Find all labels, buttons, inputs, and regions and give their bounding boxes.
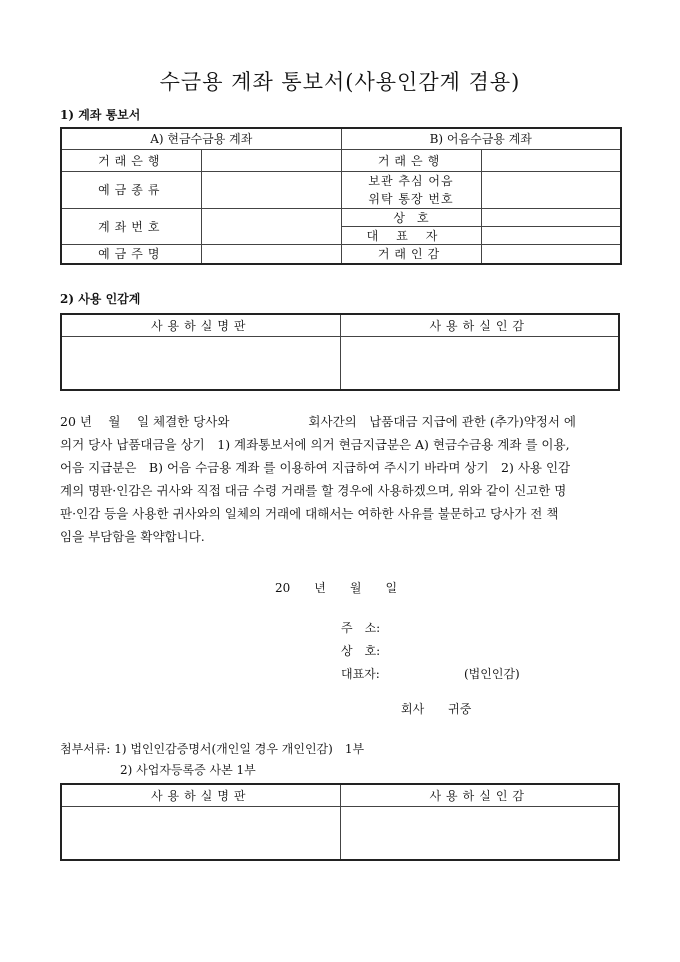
header-nameplate: 사용하실명판 <box>61 314 340 336</box>
paragraph-line: 판·인감 등을 사용한 귀사와의 일체의 거래에 대해서는 여하한 사유를 불문하고 당사가 전 책 <box>60 506 559 521</box>
cell-label: 거래인감 <box>341 244 481 264</box>
attachments-label: 첨부서류: 1) 법인인감증명서(개인일 경우 개인인감) 1부 <box>60 742 365 756</box>
corporate-seal-label: (법인인감) <box>464 667 520 681</box>
nameplate-cell[interactable] <box>61 336 340 390</box>
paragraph-line: 20 년 월 일 체결한 당사와 회사간의 납품대금 지급에 관한 (추가)약정서 에 <box>60 414 576 429</box>
paragraph-line: 어음 지급분은 B) 어음 수금용 계좌 를 이용하여 지급하여 주시기 바라며 상기 2) 사용 인감 <box>60 460 571 475</box>
cell-label: 대표자 <box>341 226 481 244</box>
input-cell[interactable] <box>201 244 341 264</box>
nameplate-cell[interactable] <box>61 806 340 860</box>
agreement-paragraph <box>60 410 626 548</box>
cell-label: 예금주명 <box>61 244 201 264</box>
paragraph-line: 계의 명판·인감은 귀사와 직접 대금 수령 거래를 할 경우에 사용하겠으며, 위와 같이 신고한 명 <box>60 483 567 498</box>
input-cell[interactable] <box>481 244 621 264</box>
company-label: 상 호: <box>341 644 381 658</box>
input-cell[interactable] <box>481 226 621 244</box>
section-heading: 2) 사용 인감계 <box>60 292 141 306</box>
page-title: 수금용 계좌 통보서(사용인감계 겸용) <box>159 70 521 94</box>
cell-label: 거래은행 <box>341 149 481 171</box>
label-line: 보관 추심 어음 <box>368 173 454 188</box>
seal-table-2 <box>60 783 620 861</box>
account-table <box>60 127 622 265</box>
seal-cell[interactable] <box>340 806 619 860</box>
header-nameplate: 사용하실명판 <box>61 784 340 806</box>
cell-label: 상 호 <box>341 208 481 226</box>
input-cell[interactable] <box>481 171 621 208</box>
header-bill: B) 어음수금용 계좌 <box>341 128 621 149</box>
paragraph-line: 의거 당사 납품대금을 상기 1) 계좌통보서에 의거 현금지급분은 A) 현금수금용 계좌 를 이용, <box>60 437 570 452</box>
label-line: 위탁 통장 번호 <box>368 191 454 206</box>
attachment-item: 2) 사업자등록증 사본 1부 <box>120 763 256 777</box>
header-seal: 사용하실인감 <box>340 314 619 336</box>
cell-label: 계좌번호 <box>61 208 201 244</box>
cell-label: 예금종류 <box>61 171 201 208</box>
representative-label: 대표자: <box>341 667 380 681</box>
section-heading: 1) 계좌 통보서 <box>60 108 141 122</box>
input-cell[interactable] <box>481 208 621 226</box>
cell-label: 거래은행 <box>61 149 201 171</box>
seal-table <box>60 313 620 391</box>
recipient-line: 회사 귀중 <box>401 702 472 716</box>
paragraph-line: 임을 부담함을 확약합니다. <box>60 529 205 544</box>
input-cell[interactable] <box>201 208 341 244</box>
date-line: 20 년 월 일 <box>275 581 398 595</box>
input-cell[interactable] <box>201 171 341 208</box>
input-cell[interactable] <box>481 149 621 171</box>
header-cash: A) 현금수금용 계좌 <box>61 128 341 149</box>
address-label: 주 소: <box>341 621 381 635</box>
seal-cell[interactable] <box>340 336 619 390</box>
cell-label <box>341 171 481 208</box>
input-cell[interactable] <box>201 149 341 171</box>
header-seal: 사용하실인감 <box>340 784 619 806</box>
